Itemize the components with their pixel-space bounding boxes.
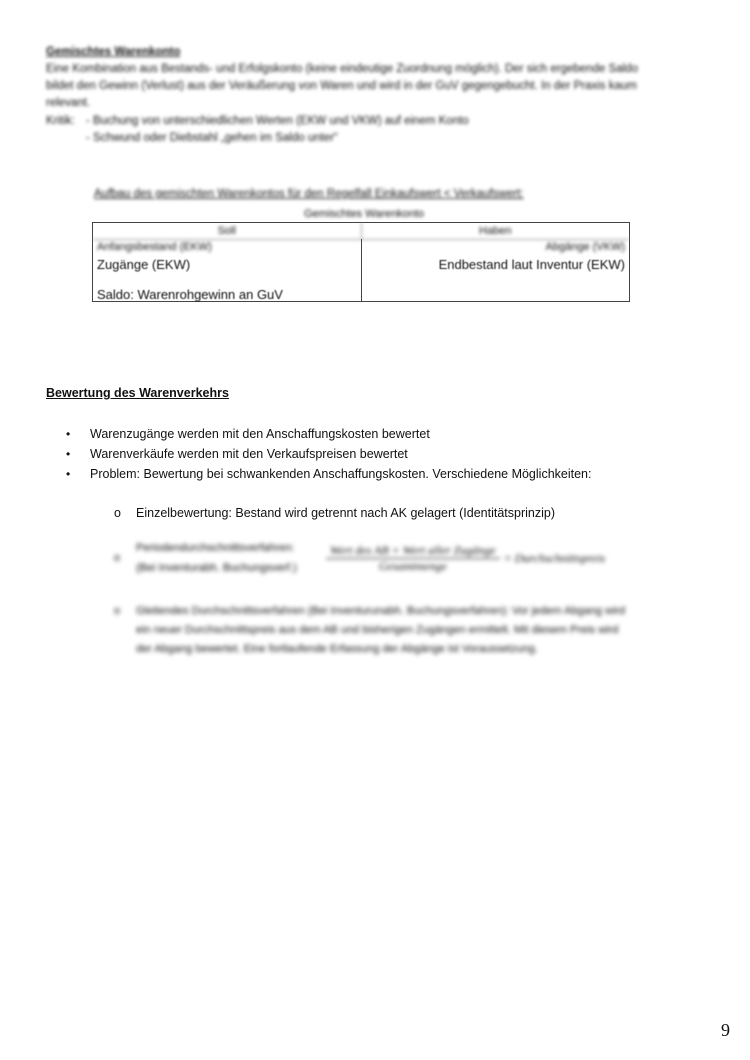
- periodic-note: (Bei Inventurabh. Buchungsverf.): [136, 562, 297, 574]
- sub-list-item: [114, 506, 714, 520]
- paragraph-line: der Abgang bewertet. Eine fortlaufende Erfassung der Abgänge ist Voraussetzung.: [136, 643, 538, 655]
- formula-denominator: Gesamtmenge: [378, 558, 447, 573]
- formula: [326, 543, 500, 574]
- circle-bullet-icon: o: [114, 552, 121, 564]
- circle-bullet-icon: o: [114, 605, 121, 617]
- critique-label: Kritik:: [46, 115, 75, 127]
- right-row: Abgänge (VKW): [545, 241, 625, 253]
- page-number: 9: [721, 1020, 730, 1040]
- right-row: Endbestand laut Inventur (EKW): [438, 257, 625, 272]
- paragraph-line: bildet den Gewinn (Verlust) aus der Veräußerung von Waren und wird in der GuV gegengebucht. In der Praxis kaum: [46, 80, 637, 92]
- bullet-icon: •: [66, 447, 71, 461]
- left-row: Anfangsbestand (EKW): [97, 241, 212, 253]
- sub-list-item-text: Einzelbewertung: Bestand wird getrennt nach AK gelagert (Identitätsprinzip): [136, 506, 555, 520]
- header-soll: Soll: [93, 223, 362, 239]
- critique-block: [46, 113, 706, 147]
- header-haben: Haben: [479, 225, 512, 237]
- critique-item: - Buchung von unterschiedlichen Werten (EKW und VKW) auf einem Konto: [86, 115, 469, 127]
- bullet-icon: •: [66, 427, 71, 441]
- formula-numerator: Wert des AB + Wert aller Zugänge: [326, 543, 500, 559]
- left-row: Zugänge (EKW): [97, 257, 191, 272]
- t-account-table: [92, 222, 630, 302]
- list-item-text: Warenzugänge werden mit den Anschaffungskosten bewertet: [90, 427, 430, 441]
- periodic-label: Periodendurchschnittsverfahren:: [136, 542, 295, 554]
- table-divider: [361, 239, 362, 302]
- circle-bullet-icon: o: [114, 506, 121, 520]
- bullet-icon: •: [66, 467, 71, 481]
- paragraph-line: ein neuer Durchschnittspreis aus dem AB und bisherigen Zugängen ermittelt. Mit diesem Preis wird: [136, 624, 619, 636]
- list-item: [66, 447, 706, 467]
- formula-result: = Durchschnittspreis: [503, 550, 606, 565]
- list-item: [66, 427, 706, 447]
- paragraph-line: Eine Kombination aus Bestands- und Erfolgskonto (keine eindeutige Zuordnung möglich). Der sich ergebende Saldo: [46, 63, 638, 75]
- bullet-list: [66, 427, 706, 487]
- list-item-text: Problem: Bewertung bei schwankenden Anschaffungskosten. Verschiedene Möglichkeiten:: [90, 467, 592, 481]
- section-bewertung: [46, 386, 706, 400]
- section-title: Gemischtes Warenkonto: [46, 46, 181, 58]
- periodic-average-item: [114, 538, 714, 578]
- list-item-text: Warenverkäufe werden mit den Verkaufspreisen bewertet: [90, 447, 408, 461]
- section-title: Bewertung des Warenverkehrs: [46, 386, 229, 400]
- left-row: Saldo: Warenrohgewinn an GuV: [97, 287, 283, 302]
- critique-item: - Schwund oder Diebstahl „gehen im Saldo unter“: [86, 132, 338, 144]
- table-caption: Gemischtes Warenkonto: [303, 208, 425, 220]
- list-item: [66, 467, 706, 487]
- sub-list: [114, 506, 714, 520]
- table-header: [93, 223, 629, 240]
- moving-average-item: [114, 602, 714, 659]
- paragraph-line: Gleitendes Durchschnittsverfahren (Bei Inventurunabh. Buchungsverfahren): Vor jedem Abgang wird: [136, 605, 626, 617]
- section-gemischtes-warenkonto: [46, 44, 706, 147]
- table-title: Aufbau des gemischten Warenkontos für den Regelfall Einkaufswert < Verkaufswert:: [94, 188, 524, 200]
- paragraph-line: relevant.: [46, 97, 91, 109]
